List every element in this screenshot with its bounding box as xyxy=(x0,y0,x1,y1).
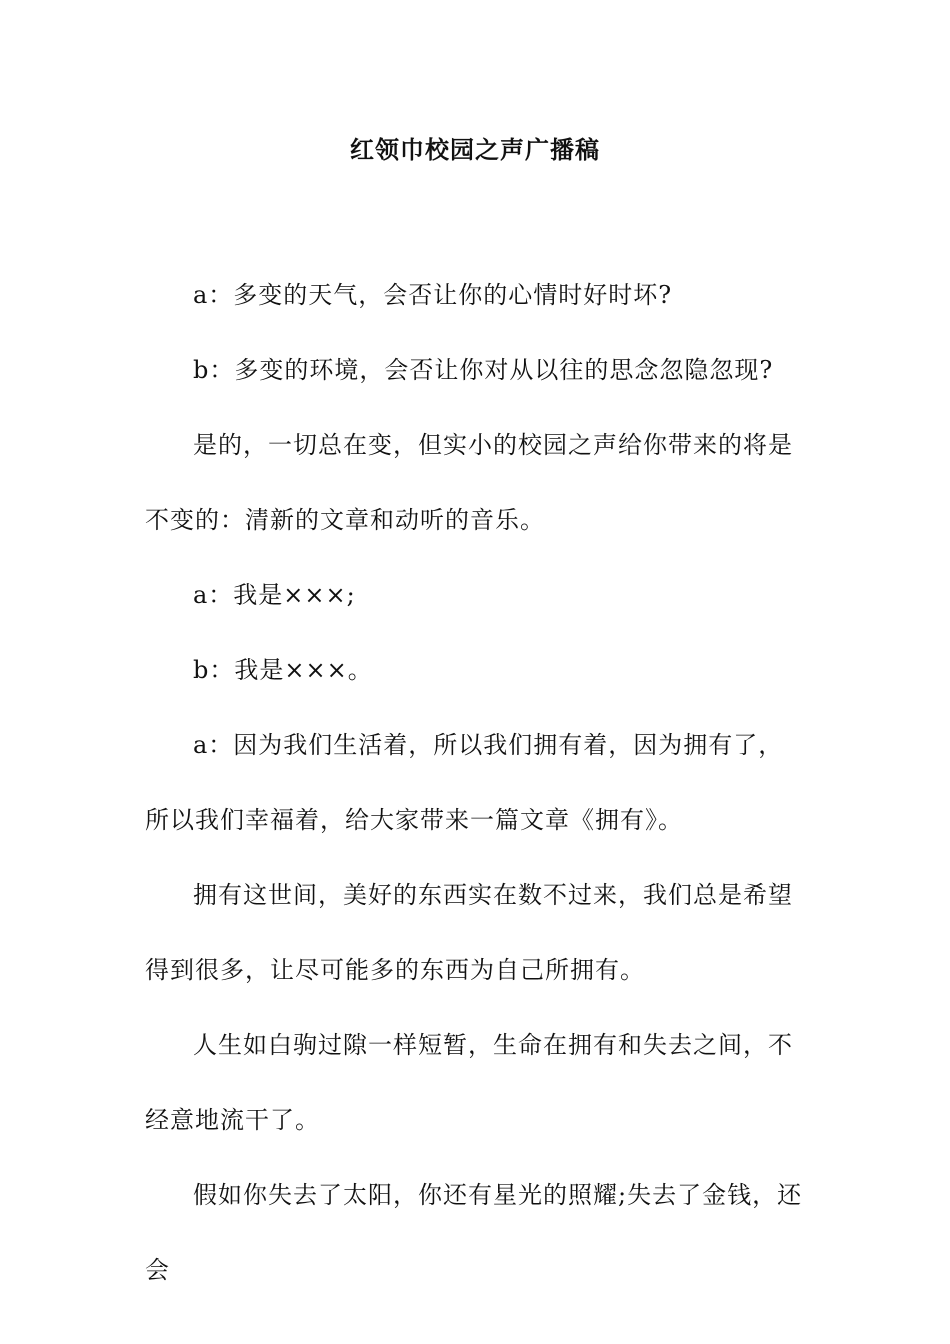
paragraph: 拥有这世间，美好的东西实在数不过来，我们总是希望得到很多，让尽可能多的东西为自己所拥有。 xyxy=(145,881,793,984)
document-body xyxy=(145,258,807,1308)
paragraph: b：我是×××。 xyxy=(193,656,373,684)
paragraph: 是的，一切总在变，但实小的校园之声给你带来的将是不变的：清新的文章和动听的音乐。 xyxy=(145,431,793,534)
paragraph: 假如你失去了太阳，你还有星光的照耀;失去了金钱，还会 xyxy=(145,1181,803,1284)
paragraph: a：我是×××; xyxy=(193,581,356,609)
paragraph: a：因为我们生活着，所以我们拥有着，因为拥有了，所以我们幸福着，给大家带来一篇文章《拥有》。 xyxy=(145,731,784,834)
paragraph: b：多变的环境，会否让你对从以往的思念忽隐忽现? xyxy=(193,356,774,384)
paragraph: a：多变的天气，会否让你的心情时好时坏? xyxy=(193,281,673,309)
paragraph: 人生如白驹过隙一样短暂，生命在拥有和失去之间，不经意地流干了。 xyxy=(145,1031,793,1134)
page-title: 红领巾校园之声广播稿 xyxy=(350,136,600,164)
